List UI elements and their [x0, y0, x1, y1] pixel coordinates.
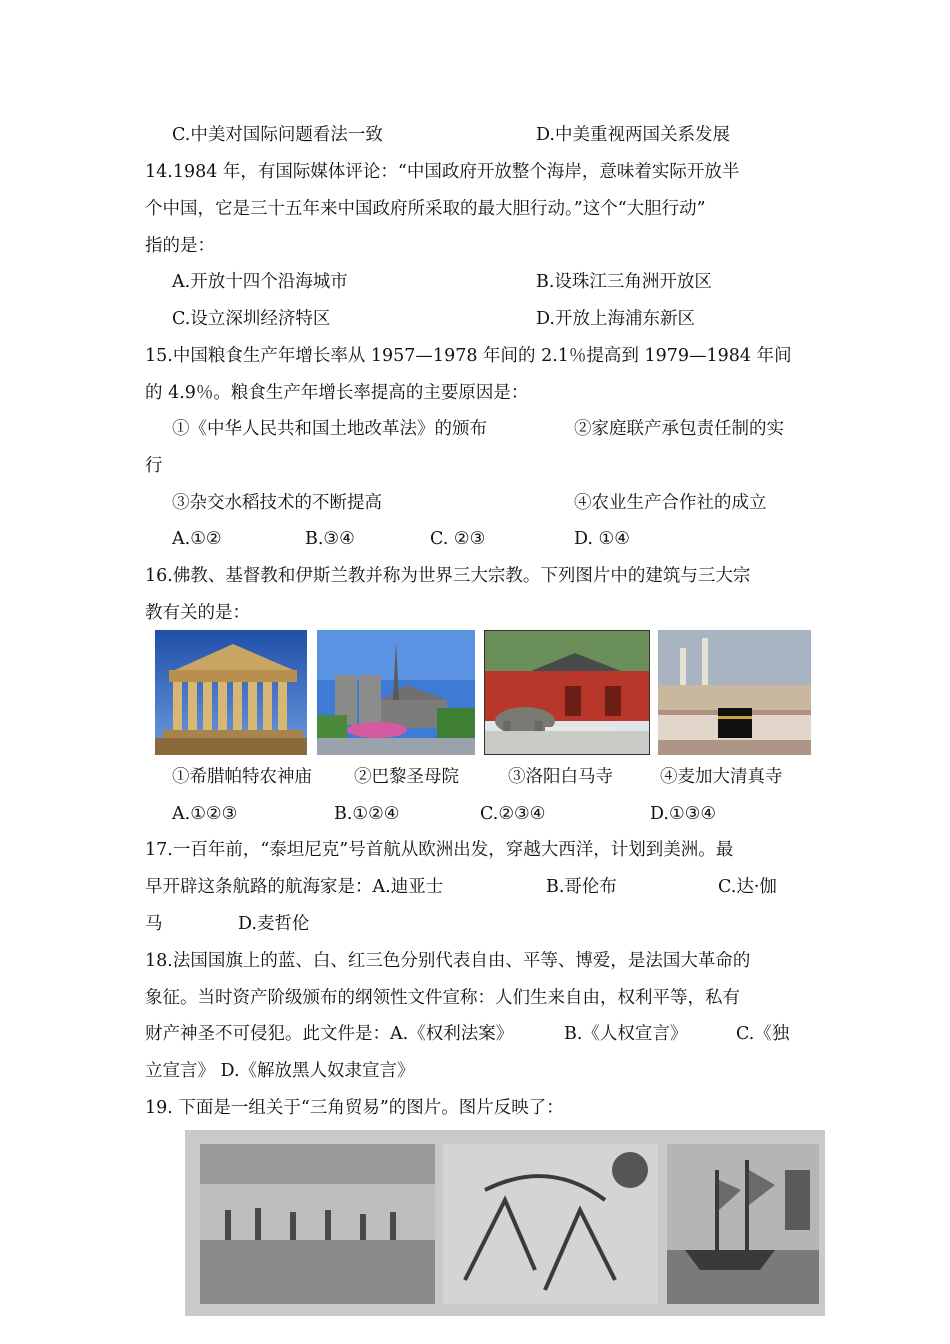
q14-stem-line3: 指的是： — [145, 236, 215, 256]
q15-stem-line1: 15.中国粮食生产年增长率从 1957—1978 年间的 2.1％提高到 1979—1984 年间 — [145, 346, 792, 366]
q14-option-b: B.设珠江三角洲开放区 — [536, 272, 712, 292]
q15-option-d: D. ①④ — [574, 529, 630, 549]
triangle-trade-images — [185, 1130, 825, 1316]
q19-stem-line1: 19. 下面是一组关于“三角贸易”的图片。图片反映了： — [145, 1098, 564, 1118]
q18-option-b: B.《人权宣言》 — [564, 1024, 688, 1044]
q14-option-d: D.开放上海浦东新区 — [536, 309, 695, 329]
parthenon-photo — [155, 630, 307, 755]
white-horse-temple-photo — [484, 630, 650, 755]
q18-stem-line4: 立宣言》 D.《解放黑人奴隶宣言》 — [145, 1061, 415, 1081]
q14-option-a: A.开放十四个沿海城市 — [172, 272, 348, 292]
q16-stem-line1: 16.佛教、基督教和伊斯兰教并称为世界三大宗教。下列图片中的建筑与三大宗 — [145, 566, 751, 586]
q16-option-a: A.①②③ — [172, 804, 238, 824]
q15-option-c: C. ②③ — [430, 529, 486, 549]
q15-item-2: ②家庭联产承包责任制的实 — [574, 419, 784, 439]
q15-item-4: ④农业生产合作社的成立 — [574, 493, 767, 513]
q17-option-c: C.达·伽 — [718, 877, 777, 897]
q16-option-b: B.①②④ — [334, 804, 400, 824]
q16-caption-4: ④麦加大清真寺 — [660, 767, 783, 787]
q17-stem-line3: 马 — [145, 914, 163, 934]
q18-stem-line1: 18.法国国旗上的蓝、白、红三色分别代表自由、平等、博爱，是法国大革命的 — [145, 951, 751, 971]
q16-option-d: D.①③④ — [650, 804, 717, 824]
q13-option-c: C.中美对国际问题看法一致 — [172, 125, 383, 145]
q15-item-1: ①《中华人民共和国土地改革法》的颁布 — [172, 419, 487, 439]
q17-stem-line2: 早开辟这条航路的航海家是：A.迪亚士 — [145, 877, 444, 897]
q17-option-d: D.麦哲伦 — [238, 914, 310, 934]
q16-caption-1: ①希腊帕特农神庙 — [172, 767, 312, 787]
q16-stem-line2: 教有关的是： — [145, 603, 250, 623]
q15-stem-line2: 的 4.9％。粮食生产年增长率提高的主要原因是： — [145, 383, 529, 403]
q14-option-c: C.设立深圳经济特区 — [172, 309, 331, 329]
q13-option-d: D.中美重视两国关系发展 — [536, 125, 730, 145]
q15-option-a: A.①② — [172, 529, 222, 549]
mecca-mosque-photo — [658, 630, 811, 755]
q15-item-2-cont: 行 — [145, 456, 163, 476]
q14-stem-line2: 个中国，它是三十五年来中国政府所采取的最大胆行动。”这个“大胆行动” — [145, 199, 706, 219]
q17-stem-line1: 17.一百年前，“泰坦尼克”号首航从欧洲出发，穿越大西洋，计划到美洲。最 — [145, 840, 734, 860]
notre-dame-photo — [317, 630, 475, 755]
q16-option-c: C.②③④ — [480, 804, 546, 824]
q14-stem-line1: 14.1984 年，有国际媒体评论：“中国政府开放整个海岸，意味着实际开放半 — [145, 162, 740, 182]
q17-option-b: B.哥伦布 — [546, 877, 617, 897]
q16-caption-3: ③洛阳白马寺 — [508, 767, 613, 787]
q16-caption-2: ②巴黎圣母院 — [354, 767, 459, 787]
q18-option-c: C.《独 — [736, 1024, 790, 1044]
q18-stem-line3: 财产神圣不可侵犯。此文件是：A.《权利法案》 — [145, 1024, 514, 1044]
q15-item-3: ③杂交水稻技术的不断提高 — [172, 493, 382, 513]
q15-option-b: B.③④ — [305, 529, 355, 549]
q18-stem-line2: 象征。当时资产阶级颁布的纲领性文件宣称：人们生来自由，权利平等，私有 — [145, 988, 740, 1008]
